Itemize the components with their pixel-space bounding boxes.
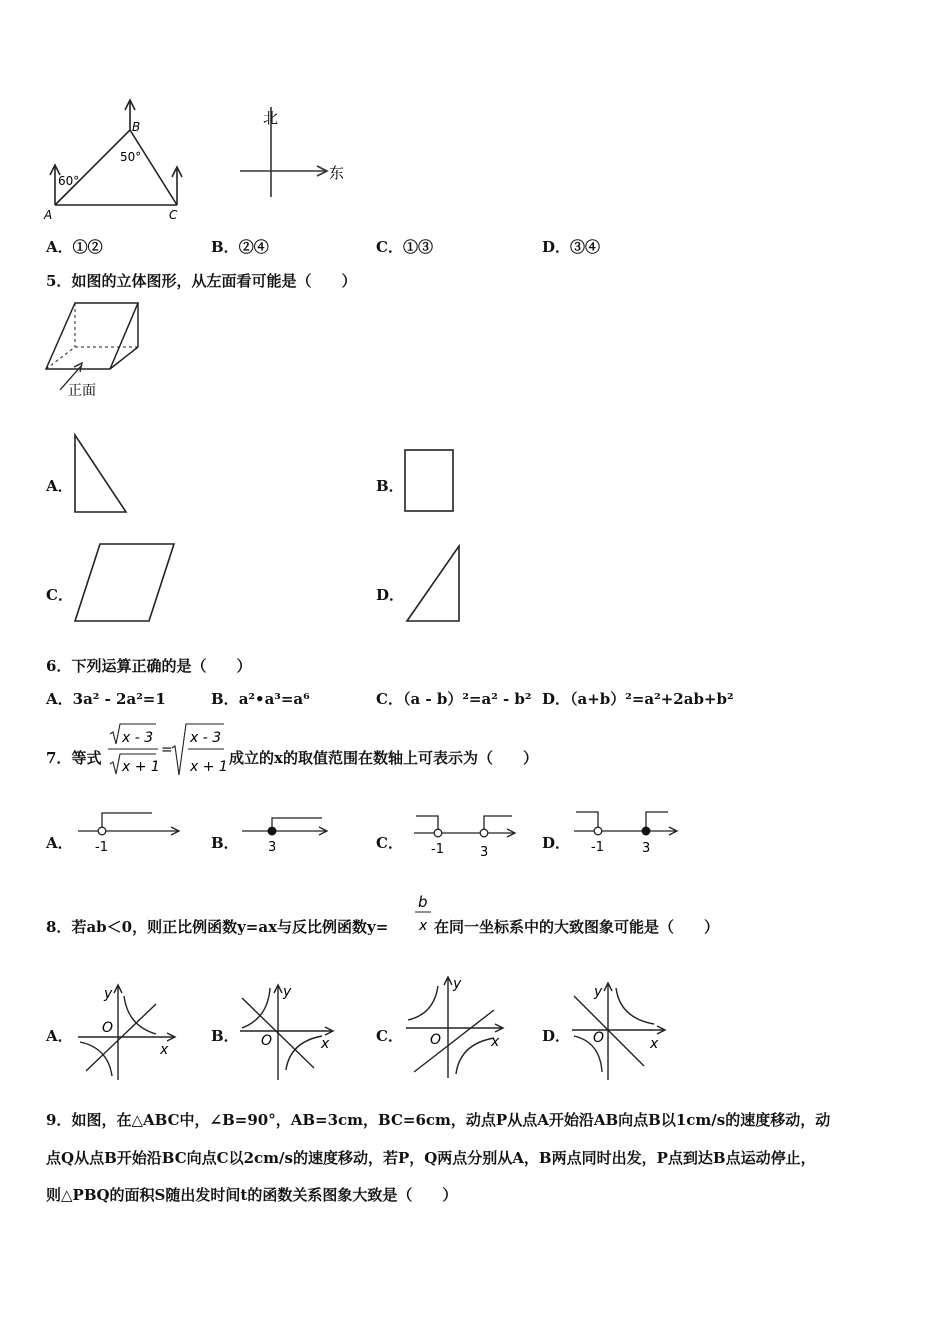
q6-option-c[interactable]: C．（a - b）²=a² - b²: [376, 690, 532, 708]
q7-lhs-num: x - 3: [122, 730, 154, 746]
label-a: A: [44, 208, 53, 222]
q5-option-d-shape[interactable]: [404, 543, 464, 625]
q7-rhs-den: x + 1: [190, 759, 228, 775]
axis-x: x: [650, 1036, 659, 1052]
q8-stem-before: 8．若ab＜0，则正比例函数y=ax与反比例函数y=: [46, 918, 389, 936]
axis-x: x: [491, 1034, 500, 1050]
q7-rhs-num: x - 3: [190, 730, 222, 746]
tick-label: 3: [642, 841, 651, 856]
q5-option-b-label[interactable]: B．: [376, 477, 404, 495]
q5-option-a-shape[interactable]: [72, 432, 132, 517]
axis-y: y: [104, 986, 113, 1002]
q8-option-d-graph[interactable]: [570, 980, 670, 1084]
axis-y: y: [594, 984, 603, 1000]
q7-option-c-label[interactable]: C．: [376, 834, 403, 852]
q8-option-a-label[interactable]: A．: [46, 1027, 73, 1045]
q7-eq: =: [161, 742, 173, 758]
q6-stem: 6．下列运算正确的是（ ）: [46, 657, 252, 675]
tick-label: -1: [431, 842, 444, 857]
q4-option-a[interactable]: A．①②: [46, 238, 103, 256]
tick-label: -1: [591, 840, 604, 855]
q7-option-a-label[interactable]: A．: [46, 834, 73, 852]
q8-stem-after: 在同一坐标系中的大致图象可能是（ ）: [434, 918, 720, 936]
q6-option-a[interactable]: A．3a² - 2a²=1: [46, 690, 166, 708]
q8-option-d-label[interactable]: D．: [542, 1027, 571, 1045]
frac-num: b: [418, 893, 428, 911]
q7-option-d-label[interactable]: D．: [542, 834, 571, 852]
axis-y: y: [283, 984, 292, 1000]
q5-stem: 5．如图的立体图形，从左面看可能是（ ）: [46, 272, 357, 290]
q4-option-b[interactable]: B．②④: [211, 238, 269, 256]
q4-option-c[interactable]: C．①③: [376, 238, 433, 256]
q7-option-b-numberline[interactable]: [240, 808, 332, 856]
q4-option-d[interactable]: D．③④: [542, 238, 601, 256]
q5-option-d-label[interactable]: D．: [376, 586, 405, 604]
axis-x: x: [321, 1036, 330, 1052]
q9-line2: 点Q从点B开始沿BC向点C以2cm/s的速度移动，若P，Q两点分别从A，B两点同时出发，P点到达B点运动停止，: [46, 1149, 816, 1167]
q8-fraction: [412, 890, 434, 938]
q7-option-b-label[interactable]: B．: [211, 834, 239, 852]
q6-option-b[interactable]: B．a²•a³=a⁶: [211, 690, 310, 708]
origin: O: [261, 1033, 273, 1049]
front-label: 正面: [68, 383, 96, 399]
q4-triangle-figure: [40, 95, 355, 225]
north-label: 北: [263, 109, 279, 127]
q7-option-d-numberline[interactable]: [572, 806, 682, 856]
tick-label: -1: [95, 840, 108, 855]
tick-label: 3: [268, 840, 277, 855]
q7-equation: [104, 722, 228, 778]
q8-option-c-graph[interactable]: [404, 974, 508, 1084]
angle-a: 60°: [58, 174, 80, 188]
origin: O: [430, 1032, 442, 1048]
axis-x: x: [160, 1042, 169, 1058]
q8-option-a-graph[interactable]: [76, 982, 180, 1086]
q7-option-a-numberline[interactable]: [76, 808, 184, 856]
angle-b: 50°: [120, 150, 142, 164]
q5-option-c-label[interactable]: C．: [46, 586, 73, 604]
q6-option-d[interactable]: D．（a+b）²=a²+2ab+b²: [542, 690, 734, 708]
q5-option-b-shape[interactable]: [402, 447, 458, 517]
label-c: C: [169, 208, 178, 222]
origin: O: [593, 1030, 605, 1046]
q8-option-b-graph[interactable]: [238, 982, 338, 1086]
q7-number-prefix: 7．等式: [46, 749, 102, 767]
frac-den: x: [419, 918, 428, 934]
tick-label: 3: [480, 845, 489, 860]
q7-option-c-numberline[interactable]: [412, 808, 520, 860]
q8-option-c-label[interactable]: C．: [376, 1027, 403, 1045]
q7-lhs-den: x + 1: [122, 759, 160, 775]
q9-line3: 则△PBQ的面积S随出发时间t的函数关系图象大致是（ ）: [46, 1186, 458, 1204]
origin: O: [102, 1020, 114, 1036]
axis-y: y: [453, 976, 462, 992]
east-label: 东: [329, 164, 345, 182]
q5-option-a-label[interactable]: A．: [46, 477, 73, 495]
q9-line1: 9．如图，在△ABC中，∠B=90°，AB=3cm，BC=6cm，动点P从点A开始沿AB向点B以1cm/s的速度移动，动: [46, 1111, 831, 1129]
q5-option-c-shape[interactable]: [72, 541, 178, 626]
q8-option-b-label[interactable]: B．: [211, 1027, 239, 1045]
q7-suffix: 成立的x的取值范围在数轴上可表示为（ ）: [229, 749, 538, 767]
q5-solid-figure: [40, 295, 150, 405]
label-b: B: [132, 120, 141, 134]
